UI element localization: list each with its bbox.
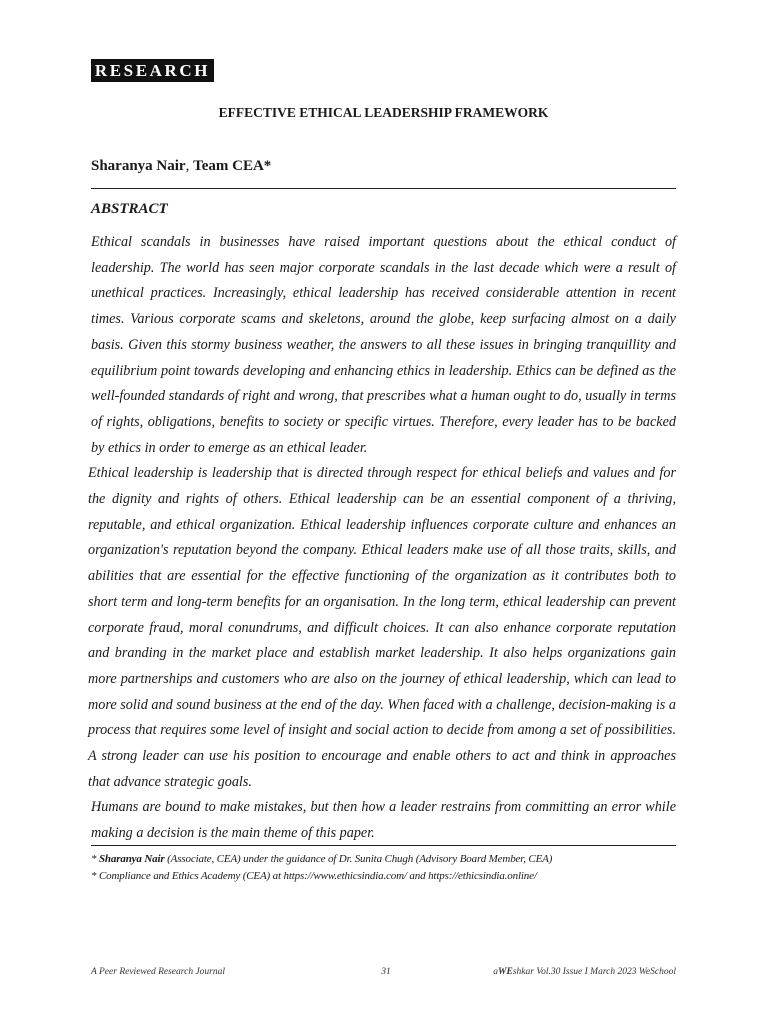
abstract-body bbox=[88, 230, 676, 847]
author-line bbox=[91, 156, 271, 176]
footnote-author-name: Sharanya Nair bbox=[98, 853, 165, 865]
footer-issue-info: aWEshkar Vol.30 Issue I March 2023 WeSchool bbox=[493, 967, 676, 977]
section-badge: RESEARCH bbox=[91, 59, 214, 82]
footnote-author: * Sharanya Nair (Associate, CEA) under the guidance of Dr. Sunita Chugh (Advisory Board Member, CEA) bbox=[91, 853, 553, 865]
abstract-heading: ABSTRACT bbox=[91, 201, 168, 217]
author-separator: , bbox=[185, 158, 194, 174]
header-divider bbox=[91, 188, 676, 189]
author-secondary: Team CEA* bbox=[193, 158, 272, 174]
footnotes bbox=[91, 851, 681, 884]
paper-title: EFFECTIVE ETHICAL LEADERSHIP FRAMEWORK bbox=[218, 105, 549, 120]
abstract-paragraph: Ethical scandals in businesses have raised important questions about the ethical conduct of leadership. The world has seen major corporate scandals in the last decade which were a result of unethical practices. Increasingly, ethical leadership has received considerable attention in recent times. Various corporate scams and skeletons, around the globe, keep surfacing almost on a daily basis. Given this stormy business weather, the answers to all these issues in bringing tranquillity and equilibrium point towards developing and enhancing ethics in leadership. Ethics can be defined as the well-founded standards of right and wrong, that prescribes what a human ought to do, usually in terms of rights, obligations, benefits to society or specific virtues. Therefore, every leader has to be backed by ethics in order to emerge as an ethical leader. bbox=[91, 234, 676, 456]
author-primary: Sharanya Nair bbox=[91, 158, 186, 174]
abstract-paragraph: Ethical leadership is leadership that is directed through respect for ethical beliefs and values and for the dignity and rights of others. Ethical leadership can be an essential component of a thriving, reputable, and ethical organization. Ethical leadership influences corporate culture and enhances an organization's reputation beyond the company. Ethical leaders make use of all those traits, skills, and abilities that are essential for the effective functioning of the organization as it contributes both to short term and long-term benefits for an organisation. In the long term, ethical leadership can prevent corporate fraud, moral conundrums, and difficult choices. It can also enhance corporate reputation and branding in the market place and establish market leadership. It also helps organizations gain more partnerships and customers who are also on the journey of ethical leadership, which can lead to more solid and sound business at the end of the day. When faced with a challenge, decision-making is a process that requires some level of insight and social action to decide from among a set of possibilities. A strong leader can use his position to encourage and enable others to act and think in approaches that advance strategic goals. bbox=[88, 465, 676, 790]
footnote-affiliation: * Compliance and Ethics Academy (CEA) at https://www.ethicsindia.com/ and https://ethicsindia.online/ bbox=[91, 869, 537, 882]
footer-journal-label: A Peer Reviewed Research Journal bbox=[91, 967, 226, 977]
page-number: 31 bbox=[381, 967, 391, 977]
abstract-paragraph: Humans are bound to make mistakes, but then how a leader restrains from committing an error while making a decision is the main theme of this paper. bbox=[91, 799, 676, 842]
footnote-divider bbox=[91, 845, 676, 846]
